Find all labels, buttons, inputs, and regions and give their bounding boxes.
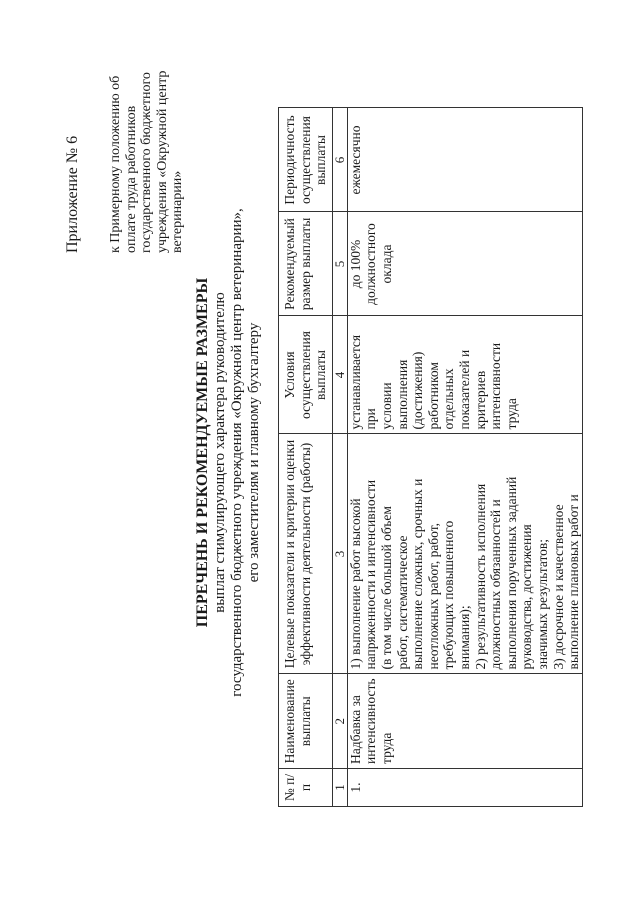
document-subtitle-line-1: выплат стимулирующего характера руководителю (212, 292, 228, 613)
appendix-number: Приложение № 6 (64, 135, 81, 253)
column-number: 6 (332, 108, 347, 212)
table-header-row (279, 108, 333, 807)
row-amount: до 100% должностного оклада (347, 212, 582, 316)
header-number: № п/п (279, 769, 333, 807)
document-title: ПЕРЕЧЕНЬ И РЕКОМЕНДУЕМЫЕ РАЗМЕРЫ (194, 277, 211, 628)
row-criteria: 1) выполнение работ высокой напряженности и интенсивности (в том числе большой объем работ, систематическое выполнение сложных, срочных и неотложных работ, работ, требующих повышенного внимания); 2) результативность исполнения должностных обязанностей и выполнения порученных заданий руководства, достижения значимых результатов; 3) досрочное и качественное выполнение плановых работ и (347, 434, 582, 674)
column-number: 5 (332, 212, 347, 316)
row-payment-name: Надбавка за интенсивность труда (347, 674, 582, 769)
header-amount: Рекомендуемый размер выплаты (279, 212, 333, 316)
column-number: 3 (332, 434, 347, 674)
row-periodicity: ежемесячно (347, 108, 582, 212)
row-conditions: устанавливается при условии выполнения (достижения) работником отдельных показателей и критериев интенсивности труда (347, 316, 582, 434)
column-number: 1 (332, 769, 347, 807)
column-number: 2 (332, 674, 347, 769)
row-number: 1. (347, 769, 582, 807)
document-subtitle-line-2: государственного бюджетного учреждения «Окружной центр ветеринарии», (229, 208, 245, 697)
column-number: 4 (332, 316, 347, 434)
document-subtitle-line-3: его заместителям и главному бухгалтеру (246, 322, 262, 583)
appendix-reference: к Примерному положению об оплате труда работников государственного бюджетного учреждения «Окружной центр ветеринарии» (108, 70, 185, 253)
header-periodicity: Периодичность осуществления выплаты (279, 108, 333, 212)
column-number-row (332, 108, 347, 807)
payments-table (278, 108, 583, 808)
header-conditions: Условия осуществления выплаты (279, 316, 333, 434)
table-row (347, 108, 582, 807)
header-criteria: Целевые показатели и критерии оценки эффективности деятельности (работы) (279, 434, 333, 674)
header-payment-name: Наименование выплаты (279, 674, 333, 769)
